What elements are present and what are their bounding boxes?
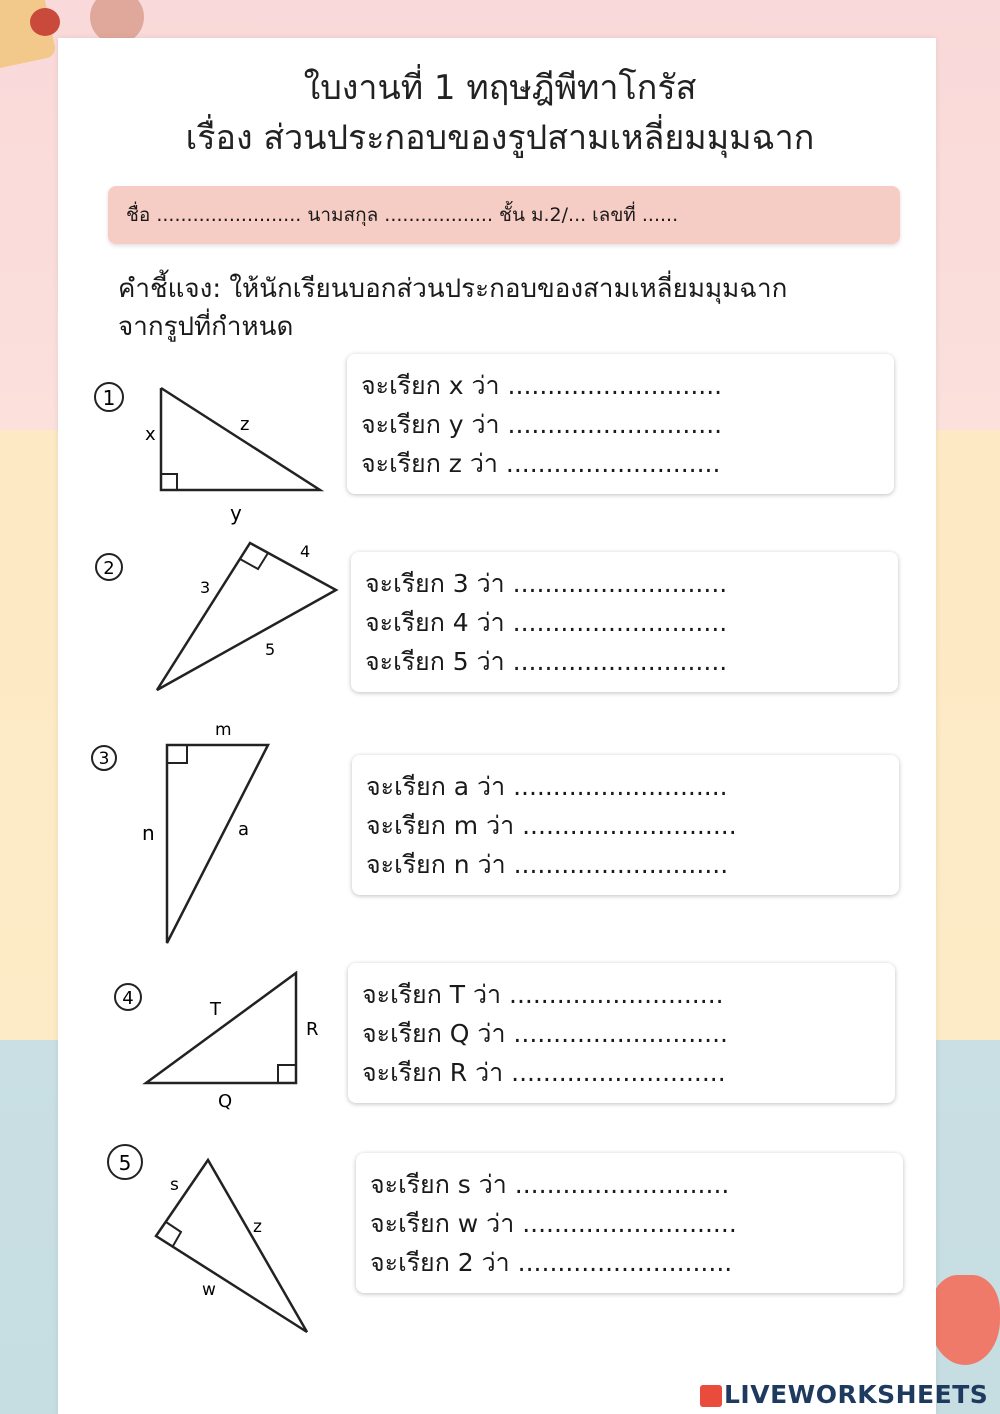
answer-box-3: [352, 755, 899, 895]
answer-line[interactable]: จะเรียก 5 ว่า ...........................: [365, 647, 728, 676]
question-number-3: 3: [98, 749, 110, 769]
side-label-n: n: [142, 821, 155, 845]
answer-line[interactable]: จะเรียก Q ว่า ...........................: [362, 1019, 728, 1048]
triangle-figure-5: [100, 1140, 330, 1340]
side-label-w: w: [202, 1280, 216, 1300]
jam-decoration: [30, 8, 60, 36]
answer-box-5: [356, 1153, 903, 1293]
side-label-2: z: [253, 1217, 262, 1237]
triangle-figure-4: [110, 965, 340, 1115]
student-info-bar: ชื่อ ........................ นามสกุล .................. ชั้น ม.2/... เลขที่ ......: [108, 186, 900, 244]
side-label-R: R: [306, 1019, 319, 1040]
side-label-y: y: [230, 501, 242, 525]
side-label-s: s: [170, 1175, 179, 1195]
answer-line[interactable]: จะเรียก T ว่า ...........................: [362, 980, 724, 1009]
title-line-1: ใบงานที่ 1 ทฤษฎีพีทาโกรัส: [303, 68, 697, 108]
answer-line[interactable]: จะเรียก 4 ว่า ...........................: [365, 608, 728, 637]
side-label-4: 4: [300, 542, 311, 561]
answer-line[interactable]: จะเรียก n ว่า ...........................: [366, 850, 729, 879]
question-number-1: 1: [102, 386, 116, 410]
instructions: [118, 270, 918, 346]
side-label-Q: Q: [218, 1091, 233, 1112]
side-label-T: T: [210, 999, 221, 1020]
side-label-5: 5: [265, 640, 276, 659]
answer-line[interactable]: จะเรียก z ว่า ...........................: [361, 449, 721, 478]
answer-line[interactable]: จะเรียก y ว่า ...........................: [361, 410, 723, 439]
answer-line[interactable]: จะเรียก 2 ว่า ...........................: [370, 1248, 733, 1277]
answer-line[interactable]: จะเรียก R ว่า ...........................: [362, 1058, 726, 1087]
side-label-z: z: [240, 414, 250, 435]
answer-line[interactable]: จะเรียก m ว่า ...........................: [366, 811, 737, 840]
question-number-4: 4: [122, 988, 134, 1009]
question-number-5: 5: [118, 1151, 132, 1175]
answer-line[interactable]: จะเรียก 3 ว่า ...........................: [365, 569, 728, 598]
triangle-figure-3: [90, 715, 290, 950]
side-label-a: a: [238, 819, 250, 840]
liveworksheets-logo: [700, 1380, 988, 1410]
answer-line[interactable]: จะเรียก a ว่า ...........................: [366, 772, 728, 801]
answer-line[interactable]: จะเรียก s ว่า ...........................: [370, 1170, 730, 1199]
side-label-m: m: [215, 720, 232, 740]
answer-box-2: [351, 552, 898, 692]
answer-line[interactable]: จะเรียก w ว่า ...........................: [370, 1209, 737, 1238]
title-line-2: เรื่อง ส่วนประกอบของรูปสามเหลี่ยมมุมฉาก: [185, 118, 815, 158]
answer-box-1: [347, 354, 894, 494]
instruction-line-2: จากรูปที่กำหนด: [118, 312, 294, 342]
triangle-figure-1: [90, 370, 340, 530]
tulip-decoration: [930, 1275, 1000, 1365]
side-label-3: 3: [200, 578, 211, 597]
side-label-x: x: [145, 424, 156, 445]
answer-box-4: [348, 963, 895, 1103]
triangle-figure-2: [90, 535, 350, 700]
logo-text: LIVEWORKSHEETS: [724, 1380, 989, 1409]
question-number-2: 2: [103, 558, 115, 579]
instruction-line-1: คำชี้แจง: ให้นักเรียนบอกส่วนประกอบของสามเหลี่ยมมุมฉาก: [118, 274, 788, 304]
logo-icon: [700, 1385, 722, 1407]
answer-line[interactable]: จะเรียก x ว่า ...........................: [361, 371, 723, 400]
